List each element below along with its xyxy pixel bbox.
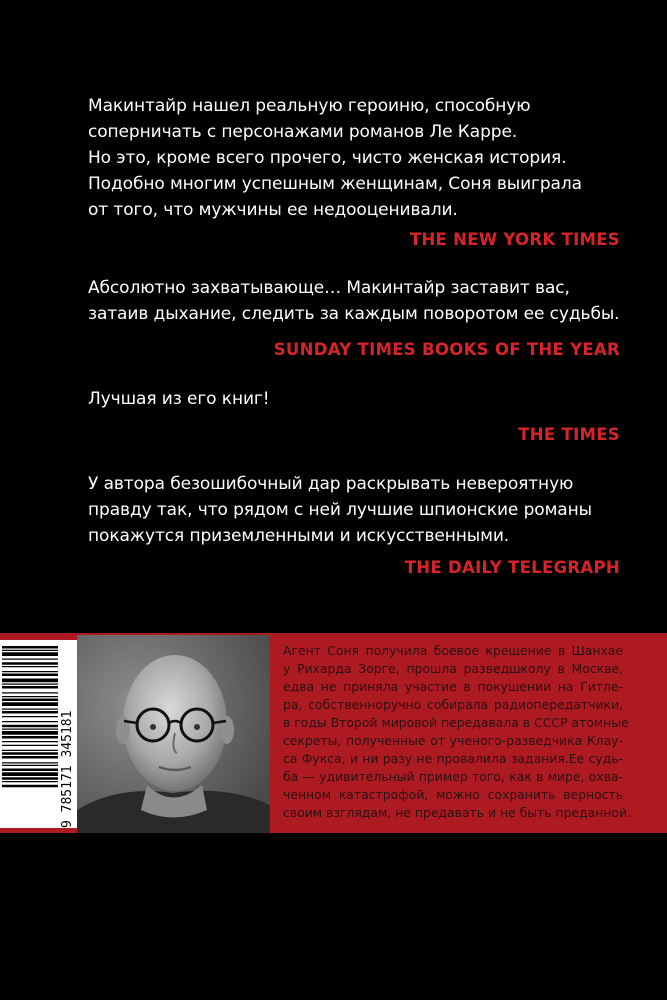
- isbn-digits: 9 785171 345181: [60, 710, 75, 828]
- quote-line: от того, что мужчины ее недооценивали.: [88, 200, 458, 220]
- quote-line: покажутся приземленными и искусственными.: [88, 526, 510, 546]
- bio-line: в годы Второй мировой передавала в СССР атомные: [283, 715, 629, 730]
- quote-line: Но это, кроме всего прочего, чисто женская история.: [88, 148, 567, 168]
- review-source-1: THE NEW YORK TIMES: [409, 230, 620, 249]
- barcode-bar: [2, 650, 58, 651]
- barcode-bar: [2, 721, 58, 722]
- barcode-bar: [2, 716, 58, 717]
- barcode-bar: [2, 762, 58, 763]
- barcode-bar: [2, 686, 58, 689]
- quote-line: Лучшая из его книг!: [88, 389, 270, 409]
- barcode-bar: [2, 752, 58, 755]
- barcode-bars: [0, 640, 60, 828]
- barcode-bar: [2, 679, 58, 683]
- barcode-bar: [2, 781, 58, 782]
- barcode-bar: [2, 674, 58, 677]
- barcode-bar: [2, 777, 58, 780]
- barcode-bar: [2, 696, 58, 697]
- barcode-bar: [2, 711, 58, 714]
- barcode-bar: [2, 769, 58, 772]
- bio-line: своим взглядам, не предавать и не быть преданной.: [283, 805, 632, 820]
- review-quote-4: [88, 471, 628, 549]
- quote-line: Абсолютно захватывающе… Макинтайр заставит вас,: [88, 278, 570, 298]
- barcode-bar: [2, 692, 58, 693]
- barcode-bar: [2, 684, 58, 685]
- barcode-bar: [2, 666, 58, 667]
- barcode-bar: [2, 671, 58, 672]
- quote-line: Подобно многим успешным женщинам, Соня выиграла: [88, 174, 582, 194]
- bio-line: секреты, полученные от ученого-разведчика Клау-: [283, 733, 623, 748]
- barcode-bar: [2, 659, 58, 660]
- barcode-digits-wrap: [60, 640, 76, 828]
- barcode-bar: [2, 699, 58, 702]
- barcode-bar: [2, 731, 58, 735]
- barcode-bar: [2, 772, 58, 776]
- barcode-bar: [2, 725, 58, 728]
- quote-line: затаив дыхание, следить за каждым поворотом ее судьбы.: [88, 304, 620, 324]
- review-source-2: SUNDAY TIMES BOOKS OF THE YEAR: [273, 340, 620, 359]
- quote-line: соперничать с персонажами романов Ле Карре.: [88, 122, 518, 142]
- bio-line: ченном катастрофой, можно сохранить верность: [283, 787, 623, 802]
- quote-line: Макинтайр нашел реальную героиню, способную: [88, 96, 531, 116]
- author-portrait-image: [77, 635, 270, 833]
- barcode-bar: [2, 756, 58, 759]
- quote-line: У автора безошибочный дар раскрывать невероятную: [88, 474, 574, 494]
- bio-line: едва не приняла участие в покушении на Гитле-: [283, 679, 623, 694]
- review-source-4: THE DAILY TELEGRAPH: [404, 558, 620, 577]
- barcode-bar: [2, 646, 58, 649]
- barcode-bar: [2, 729, 58, 730]
- barcode-bar: [2, 741, 58, 742]
- barcode-bar: [2, 765, 58, 766]
- barcode-bar: [2, 652, 58, 656]
- barcode-bar: [2, 785, 58, 788]
- bio-line: у Рихарда Зорге, прошла разведшколу в Москве,: [283, 661, 623, 676]
- bio-line: са Фукса, и ни разу не провалила задания.Ее судь-: [283, 751, 623, 766]
- author-photo: [77, 635, 270, 833]
- bio-line: ра, собственноручно собирала радиопередатчики,: [283, 697, 623, 712]
- barcode-bar: [2, 736, 58, 739]
- review-quote-1: [88, 93, 628, 223]
- barcode-bar: [2, 709, 58, 710]
- review-quote-3: [88, 386, 628, 412]
- barcode-bar: [2, 662, 58, 665]
- review-quote-2: [88, 275, 628, 327]
- bio-line: ба — удивительный пример того, как в мире, охва-: [283, 769, 623, 784]
- review-source-3: THE TIMES: [518, 425, 620, 444]
- bio-line: Агент Соня получила боевое крещение в Шанхае: [283, 643, 623, 658]
- author-bio: [283, 642, 632, 822]
- barcode-bar: [2, 745, 58, 746]
- barcode: [0, 640, 77, 828]
- barcode-bar: [2, 750, 58, 751]
- barcode-bar: [2, 702, 58, 706]
- quote-line: правду так, что рядом с ней лучшие шпионские романы: [88, 500, 592, 520]
